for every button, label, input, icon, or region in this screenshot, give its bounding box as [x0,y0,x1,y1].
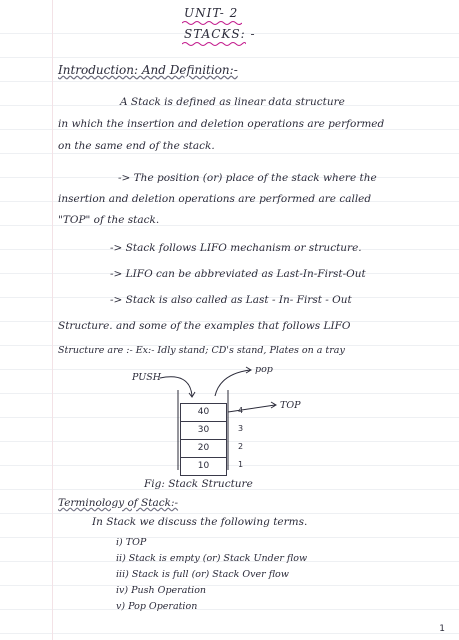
stack-index: 3 [238,424,244,433]
page-number: 1 [439,624,445,634]
stack-cell: 20 [180,439,227,458]
terminology-item: v) Pop Operation [116,601,198,612]
title-underline [182,41,246,47]
terminology-heading: Terminology of Stack:- [58,497,179,509]
terminology-item: ii) Stack is empty (or) Stack Under flow [116,553,308,564]
intro-heading: Introduction: And Definition:- [58,63,238,77]
stack-cell: 30 [180,421,227,440]
top-line-1: -> The position (or) place of the stack where the [118,172,377,184]
figure-caption: Fig: Stack Structure [144,478,253,490]
lifo-line-4: Structure. and some of the examples that follows LIFO [58,320,351,332]
lifo-line-1: -> Stack follows LIFO mechanism or structure. [110,242,362,254]
lifo-line-5: Structure are :- Ex:- Idly stand; CD's stand, Plates on a tray [58,345,345,356]
stack-cell: 40 [180,403,227,422]
top-line-2: insertion and deletion operations are performed are called [58,193,372,205]
definition-line-2: in which the insertion and deletion operations are performed [58,118,385,130]
stack-index: 4 [238,406,244,415]
unit-heading: UNIT- 2 [184,6,239,20]
lifo-line-2: -> LIFO can be abbreviated as Last-In-First-Out [110,268,366,280]
unit-underline [182,20,242,26]
push-label: PUSH [132,372,162,383]
terminology-item: i) TOP [116,537,147,548]
stack-index: 1 [238,460,244,469]
margin-line [52,0,53,640]
definition-line-1: A Stack is defined as linear data structure [120,96,345,108]
terminology-intro: In Stack we discuss the following terms. [92,516,308,528]
stack-cell: 10 [180,457,227,476]
stacks-title: STACKS: - [184,27,256,41]
stack-diagram [120,360,320,480]
top-label: TOP [280,400,301,411]
stack-index: 2 [238,442,244,451]
definition-line-3: on the same end of the stack. [58,140,215,152]
lifo-line-3: -> Stack is also called as Last - In- First - Out [110,294,352,306]
terminology-item: iv) Push Operation [116,585,207,596]
terminology-item: iii) Stack is full (or) Stack Over flow [116,569,289,580]
pop-label: pop [255,364,273,375]
top-line-3: "TOP" of the stack. [58,214,160,226]
